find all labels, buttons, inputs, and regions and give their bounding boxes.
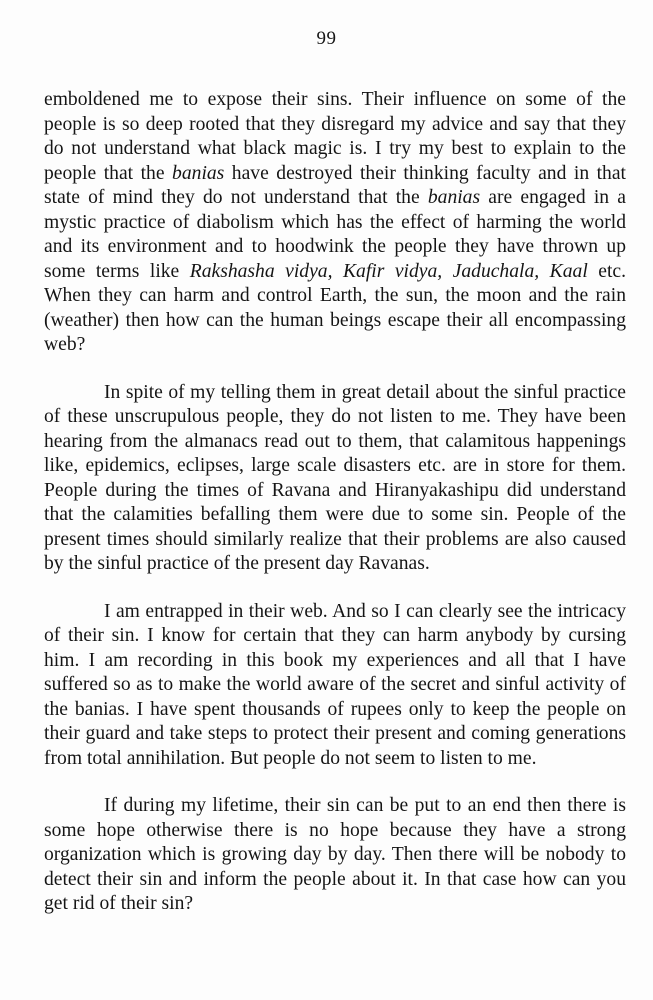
page-number: 99: [316, 28, 337, 49]
text-run: have destroyed their thinking faculty and in that state of mind they do not understand that the: [44, 162, 626, 208]
italic-term: Rakshasha vidya, Kafir vidya, Jaduchala, Kaal: [189, 260, 588, 282]
text-run: are engaged in a mystic practice of diabolism which has the effect of harming the world and its environment and to hoodwink the people they have thrown up some terms like: [44, 187, 626, 282]
paragraph-4: [44, 794, 626, 917]
paragraph-3: [44, 600, 626, 772]
paragraph-2: [44, 381, 626, 577]
italic-term: banias: [427, 187, 481, 208]
body-text: [44, 88, 626, 917]
text-run: In spite of my telling them in great detail about the sinful practice of these unscrupulous people, they do not listen to me. They have been hearing from the almanacs read out to them, that calamitous happenings like, epidemics, eclipses, large scale disasters etc. are in store for them. People during the times of Ravana and Hiranyakashipu did understand that the calamities befalling them were due to some sin. People of the present times should similarly realize that their problems are also caused by the sinful practice of the present day Ravanas.: [44, 381, 626, 574]
text-run: emboldened me to expose their sins. Their influence on some of the people is so deep rooted that they disregard my advice and say that they do not understand what black magic is. I try my best to explain to the people that the: [44, 89, 626, 184]
text-run: etc. When they can harm and control Earth, the sun, the moon and the rain (weather) then how can the human beings escape their all encompassing web?: [44, 260, 626, 355]
text-run: I am entrapped in their web. And so I can clearly see the intricacy of their sin. I know for certain that they can harm anybody by cursing him. I am recording in this book my experiences and all that I have suffered so as to make the world aware of the secret and sinful activity of the banias. I have spent thousands of rupees only to keep the people on their guard and take steps to protect their present and coming generations from total annihilation. But people do not seem to listen to me.: [44, 600, 626, 769]
text-run: If during my lifetime, their sin can be put to an end then there is some hope otherwise there is no hope because they have a strong organization which is growing day by day. Then there will be nobody to detect their sin and inform the people about it. In that case how can you get rid of their sin?: [44, 795, 626, 914]
italic-term: banias: [172, 162, 225, 184]
paragraph-1: [44, 88, 626, 358]
